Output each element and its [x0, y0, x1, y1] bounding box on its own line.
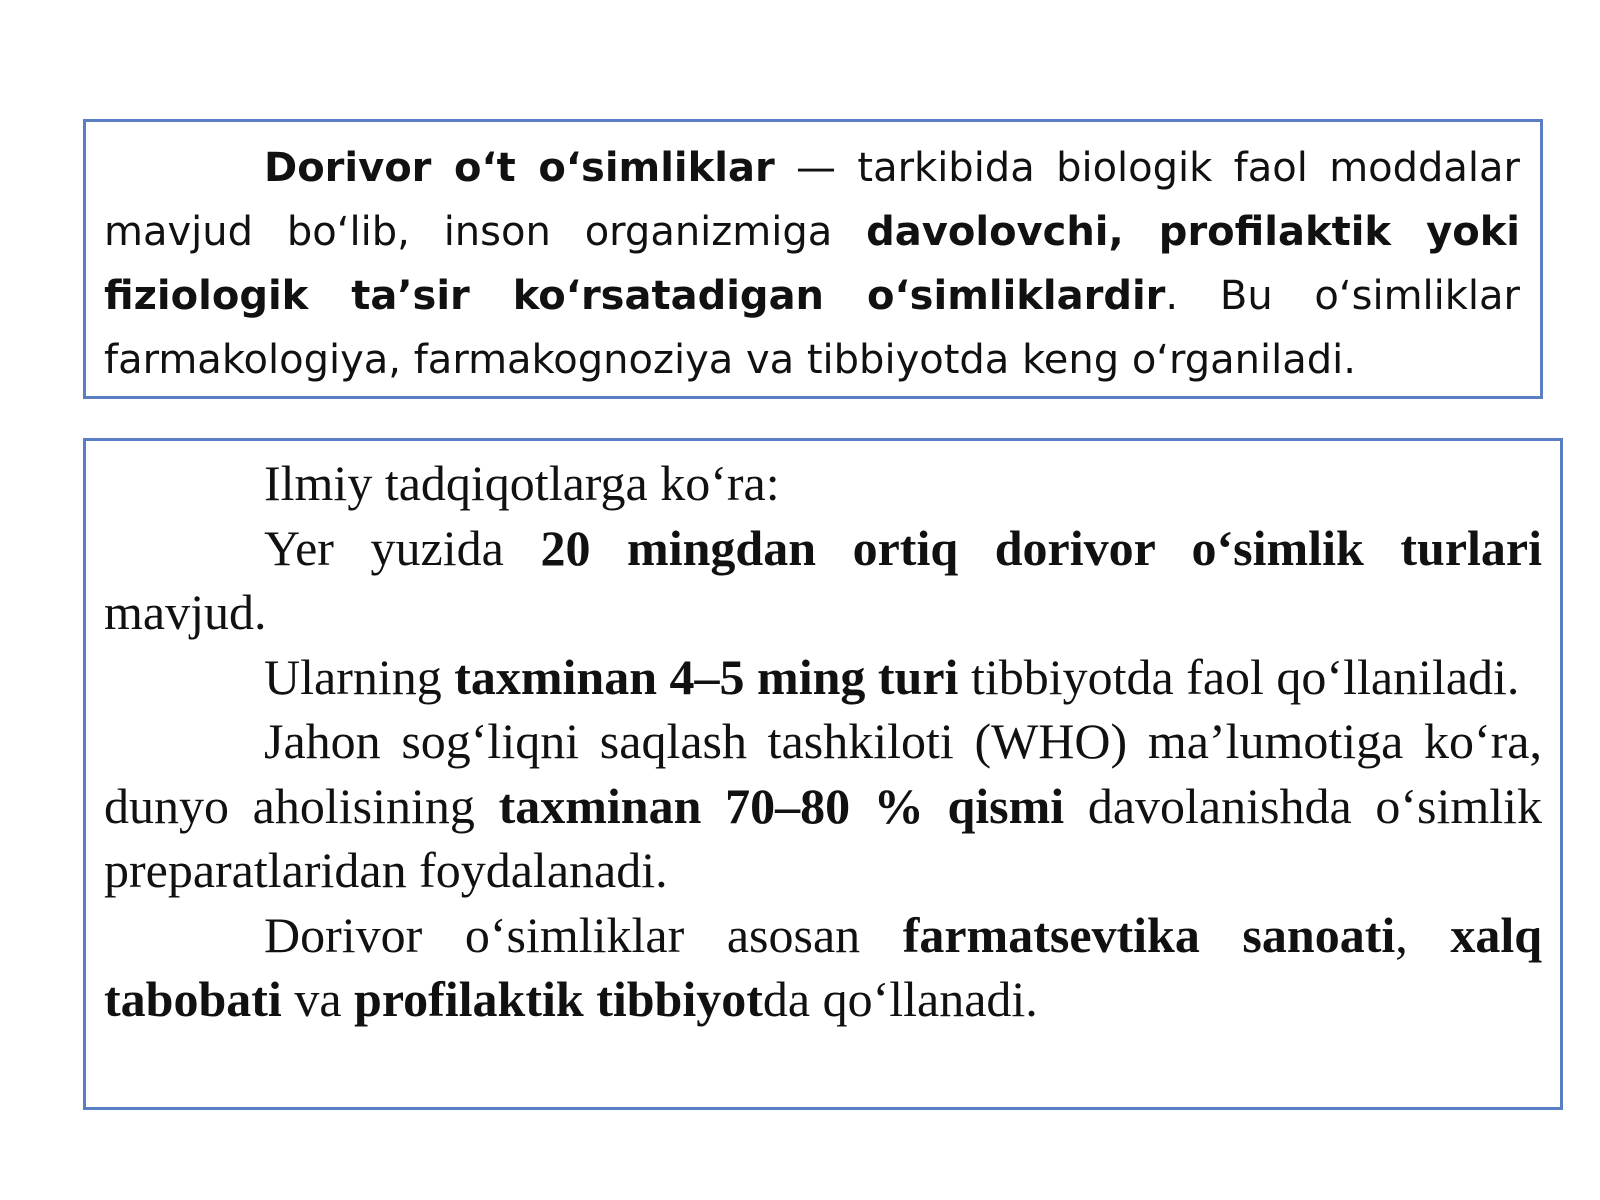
fact-medical-post: tibbiyotda faol qo‘llaniladi.	[958, 648, 1520, 705]
fact-areas-industry: farmatsevtika sanoati	[902, 906, 1396, 963]
fact-medical-bold: taxminan 4–5 ming turi	[454, 648, 959, 705]
definition-paragraph	[104, 136, 1520, 392]
fact-areas-sep1: ,	[1395, 906, 1451, 963]
fact-application-areas	[104, 903, 1542, 1032]
definition-box	[83, 119, 1543, 399]
fact-areas-pre: Dorivor o‘simliklar asosan	[264, 906, 903, 963]
fact-species-post: mavjud.	[104, 584, 267, 640]
fact-areas-preventive: profilaktik tibbiyot	[354, 971, 763, 1027]
fact-areas-post: da qo‘llanadi.	[762, 971, 1038, 1027]
fact-who-bold: taxminan 70–80 % qismi	[498, 777, 1065, 834]
fact-species-bold: 20 mingdan ortiq dorivor o‘simlik turlari	[540, 519, 1542, 576]
definition-tail: . Bu o‘simliklar farmakologiya, farmakognoziya va tibbiyotda keng o‘rganiladi.	[104, 273, 1520, 383]
fact-who-post: davolanishda o‘simlik preparatlaridan foydalanadi.	[104, 777, 1543, 898]
definition-intro: — tarkibida biologik faol moddalar mavjud bo‘lib, inson organizmiga	[104, 145, 1520, 255]
fact-areas-folk: xalq tabobati	[104, 906, 1543, 1027]
fact-medical-use	[104, 645, 1542, 710]
definition-term: Dorivor o‘t o‘simliklar	[264, 145, 775, 191]
definition-effects: davolovchi, profilaktik yoki fiziologik ta’sir ko‘rsatadigan o‘simliklardir	[104, 209, 1521, 319]
fact-species-count	[104, 516, 1542, 645]
fact-who-statistic	[104, 709, 1542, 903]
fact-medical-pre: Ularning	[264, 648, 455, 705]
fact-areas-sep2: va	[281, 971, 355, 1027]
fact-who-pre: Jahon sog‘liqni saqlash tashkiloti (WHO) ma’lumotiga ko‘ra, dunyo aholisining	[104, 713, 1542, 834]
research-box	[83, 438, 1563, 1110]
fact-species-pre: Yer yuzida	[264, 519, 541, 576]
research-heading: Ilmiy tadqiqotlarga ko‘ra:	[264, 455, 780, 511]
